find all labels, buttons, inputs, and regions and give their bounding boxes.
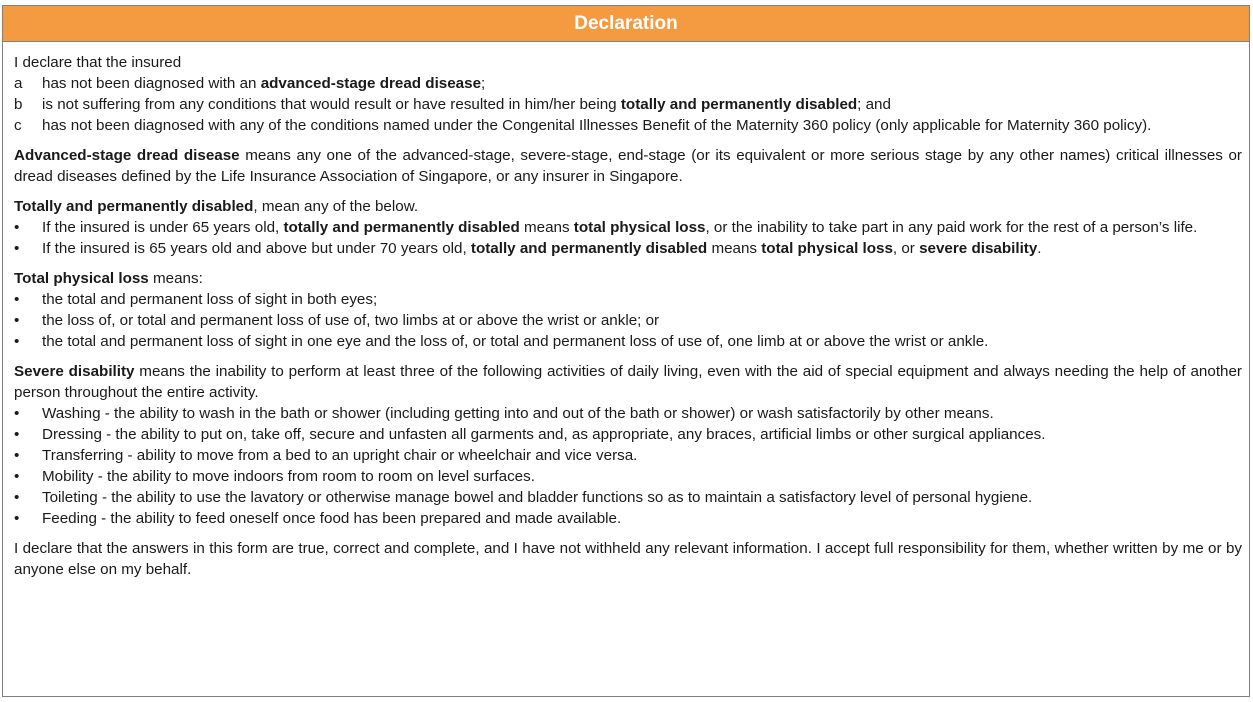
- definition-term: Total physical loss: [14, 270, 149, 287]
- bullet-marker: •: [14, 333, 20, 350]
- list-item: [14, 487, 1242, 508]
- item-text: has not been diagnosed with an: [42, 75, 261, 92]
- closing-paragraph: I declare that the answers in this form are true, correct and complete, and I have not withheld any relevant information. I accept full responsibility for them, whether written by me or by anyone else on my behalf.: [14, 540, 1242, 578]
- item-text: Washing - the ability to wash in the bath or shower (including getting into and out of the bath or shower) or wash satisfactorily by other means.: [42, 405, 994, 422]
- intro-lead: I declare that the insured: [14, 54, 182, 71]
- declaration-title: Declaration: [574, 12, 678, 34]
- bold-term: totally and permanently disabled: [283, 219, 520, 236]
- intro-section: [14, 52, 1242, 136]
- item-text: If the insured is under 65 years old,: [42, 219, 284, 236]
- item-text: Dressing - the ability to put on, take off, secure and unfasten all garments and, as appropriate, any braces, artificial limbs or other surgical appliances.: [42, 426, 1046, 443]
- bullet-marker: •: [14, 240, 20, 257]
- item-text: the total and permanent loss of sight in one eye and the loss of, or total and permanent loss of use of, one limb at or above the wrist or ankle.: [42, 333, 989, 350]
- bullet-marker: •: [14, 468, 20, 485]
- item-text: means: [707, 240, 762, 257]
- item-text: Feeding - the ability to feed oneself once food has been prepared and made available.: [42, 510, 622, 527]
- definition-term: Advanced-stage dread disease: [14, 147, 240, 164]
- definition-text: means any one of the advanced-stage, severe-stage, end-stage (or its equivalent or more serious stage by any other names) critical illnesses or dread diseases defined by the Life Insurance Association of Singapore, or any insurer in Singapore.: [14, 147, 1242, 185]
- tpl-definition: [14, 268, 1242, 352]
- definition-term: Severe disability: [14, 363, 135, 380]
- definition-text: means the inability to perform at least three of the following activities of daily living, even with the aid of special equipment and always needing the help of another person throughout the entire activity.: [14, 363, 1242, 401]
- list-marker: b: [14, 96, 23, 113]
- list-item: [14, 238, 1242, 259]
- tpl-list: [14, 289, 1242, 352]
- list-item: [14, 331, 1242, 352]
- item-text: , or the inability to take part in any paid work for the rest of a person’s life.: [705, 219, 1198, 236]
- dread-disease-definition: [14, 145, 1242, 187]
- item-text: the total and permanent loss of sight in both eyes;: [42, 291, 378, 308]
- item-text: , or: [892, 240, 920, 257]
- adl-list: [14, 403, 1242, 529]
- tpd-list: [14, 217, 1242, 259]
- bullet-marker: •: [14, 219, 20, 236]
- bold-term: totally and permanently disabled: [620, 96, 858, 113]
- item-text: .: [1037, 240, 1042, 257]
- declaration-content: [3, 42, 1249, 580]
- bold-term: advanced-stage dread disease: [260, 75, 482, 92]
- list-item: [14, 73, 1242, 94]
- declaration-header: [3, 6, 1249, 42]
- bold-term: totally and permanently disabled: [470, 240, 708, 257]
- list-item: [14, 217, 1242, 238]
- list-item: [14, 424, 1242, 445]
- item-text: Toileting - the ability to use the lavatory or otherwise manage bowel and bladder functions so as to maintain a satisfactory level of personal hygiene.: [42, 489, 1033, 506]
- declaration-panel: [2, 5, 1250, 697]
- bullet-marker: •: [14, 405, 20, 422]
- definition-paragraph: [14, 145, 1242, 187]
- item-text: is not suffering from any conditions that would result or have resulted in him/her being: [42, 96, 621, 113]
- definition-term: Totally and permanently disabled: [14, 198, 254, 215]
- bullet-marker: •: [14, 447, 20, 464]
- list-item: [14, 466, 1242, 487]
- bold-term: severe disability: [919, 240, 1038, 257]
- list-item: [14, 403, 1242, 424]
- item-text: means: [519, 219, 574, 236]
- tpd-definition: [14, 196, 1242, 259]
- bullet-marker: •: [14, 510, 20, 527]
- bold-term: total physical loss: [573, 219, 706, 236]
- list-item: [14, 508, 1242, 529]
- list-marker: a: [14, 75, 23, 92]
- list-item: [14, 310, 1242, 331]
- definition-text: means:: [148, 270, 203, 287]
- item-text: the loss of, or total and permanent loss of use of, two limbs at or above the wrist or ankle; or: [42, 312, 660, 329]
- item-text: Transferring - ability to move from a bed to an upright chair or wheelchair and vice versa.: [42, 447, 638, 464]
- bold-term: total physical loss: [761, 240, 893, 257]
- bullet-marker: •: [14, 312, 20, 329]
- bullet-marker: •: [14, 489, 20, 506]
- item-text: Mobility - the ability to move indoors from room to room on level surfaces.: [42, 468, 535, 485]
- item-text: ;: [481, 75, 486, 92]
- item-text: ; and: [857, 96, 891, 113]
- definition-paragraph: [14, 361, 1242, 403]
- list-item: [14, 94, 1242, 115]
- list-item: [14, 445, 1242, 466]
- item-text: If the insured is 65 years old and above but under 70 years old,: [42, 240, 471, 257]
- list-item: [14, 289, 1242, 310]
- item-text: has not been diagnosed with any of the conditions named under the Congenital Illnesses Benefit of the Maternity 360 policy (only applicable for Maternity 360 policy).: [42, 117, 1152, 134]
- definition-text: , mean any of the below.: [253, 198, 419, 215]
- list-item: [14, 115, 1242, 136]
- closing-section: [14, 538, 1242, 580]
- intro-list: [14, 73, 1242, 136]
- definition-paragraph: [14, 268, 1242, 289]
- bullet-marker: •: [14, 426, 20, 443]
- severe-disability-definition: [14, 361, 1242, 529]
- bullet-marker: •: [14, 291, 20, 308]
- definition-paragraph: [14, 196, 1242, 217]
- list-marker: c: [14, 117, 22, 134]
